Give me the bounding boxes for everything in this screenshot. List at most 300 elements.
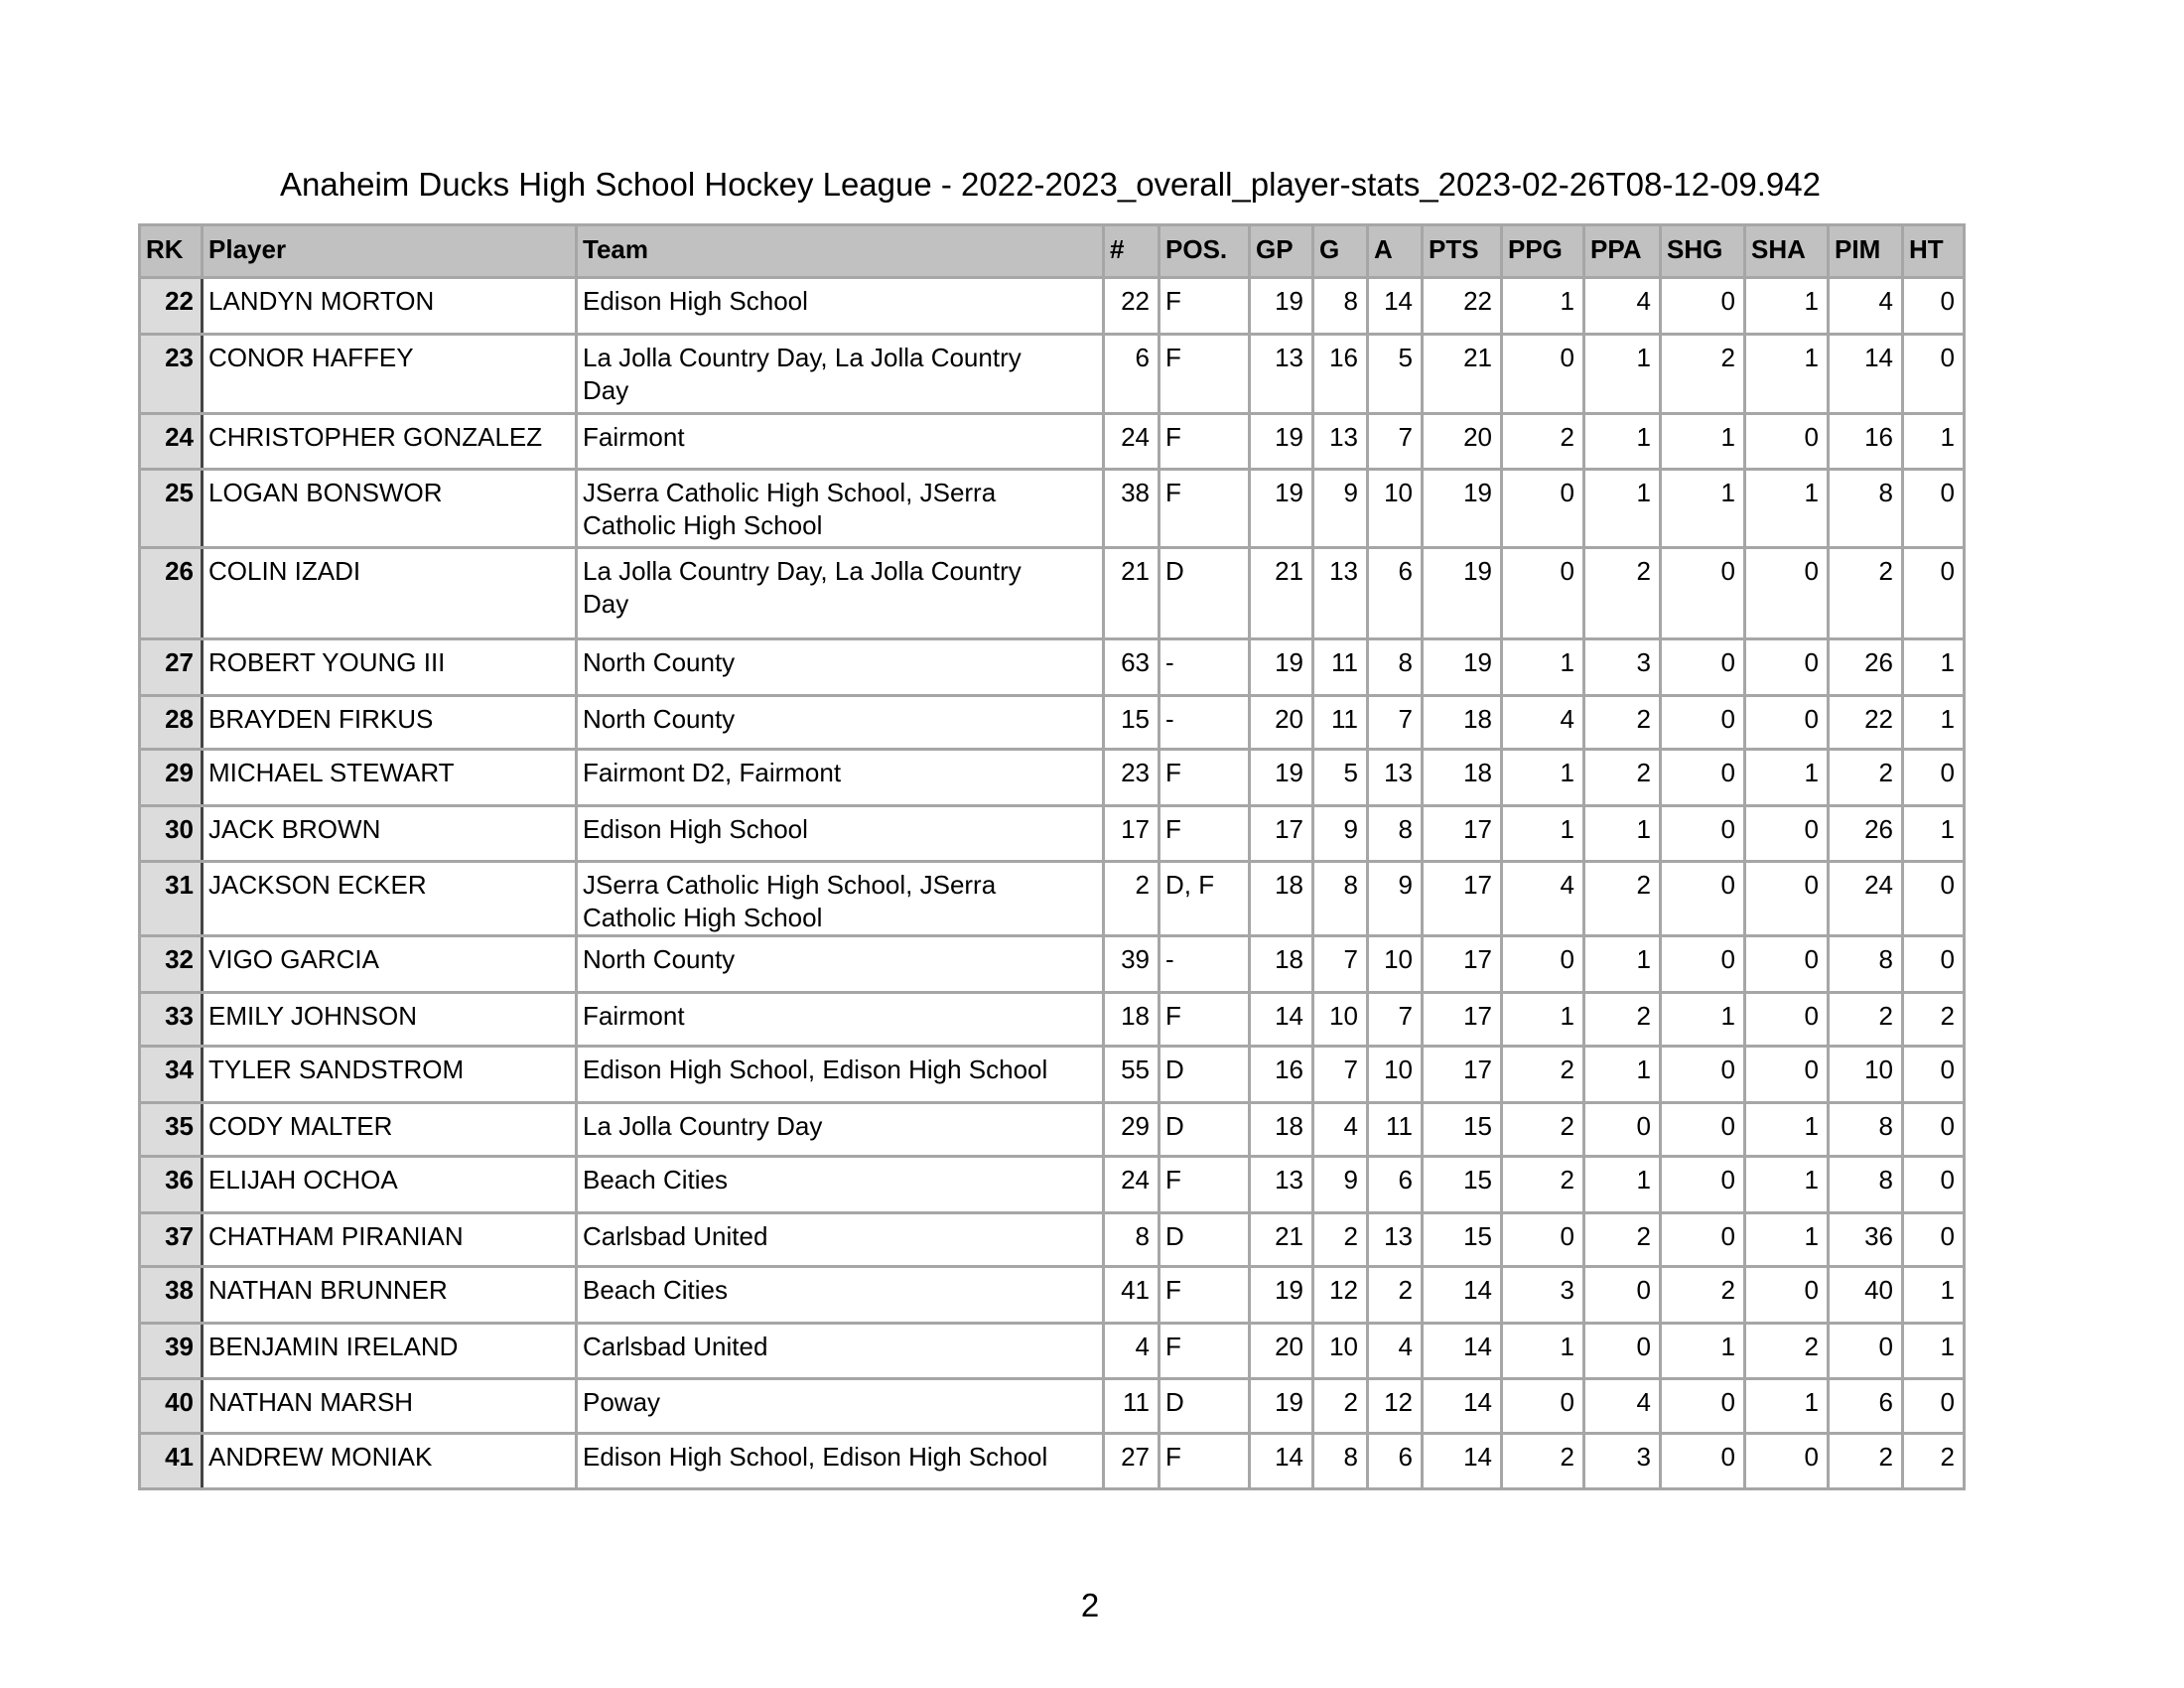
cell-gp: 18 bbox=[1250, 1103, 1313, 1157]
cell-team: Fairmont bbox=[577, 414, 1104, 470]
cell-shg: 0 bbox=[1661, 1379, 1745, 1434]
cell-a: 6 bbox=[1368, 548, 1423, 639]
cell-shg: 0 bbox=[1661, 1434, 1745, 1489]
cell-pos: D bbox=[1160, 1379, 1250, 1434]
cell-pts: 14 bbox=[1423, 1434, 1502, 1489]
cell-pim: 8 bbox=[1829, 1157, 1903, 1213]
cell-ppg: 1 bbox=[1502, 806, 1584, 862]
cell-shg: 0 bbox=[1661, 548, 1745, 639]
cell-team: Fairmont bbox=[577, 993, 1104, 1047]
cell-player: ANDREW MONIAK bbox=[203, 1434, 577, 1489]
cell-pos: - bbox=[1160, 936, 1250, 993]
cell-num: 8 bbox=[1104, 1213, 1160, 1267]
cell-shg: 0 bbox=[1661, 1103, 1745, 1157]
cell-a: 7 bbox=[1368, 696, 1423, 750]
cell-pts: 19 bbox=[1423, 639, 1502, 696]
cell-pts: 21 bbox=[1423, 335, 1502, 414]
cell-gp: 19 bbox=[1250, 750, 1313, 806]
table-row bbox=[140, 278, 1965, 335]
cell-pts: 17 bbox=[1423, 936, 1502, 993]
cell-pts: 15 bbox=[1423, 1213, 1502, 1267]
cell-shg: 0 bbox=[1661, 1047, 1745, 1103]
cell-sha: 0 bbox=[1745, 1267, 1829, 1324]
header-row bbox=[140, 225, 1965, 278]
cell-sha: 0 bbox=[1745, 862, 1829, 936]
cell-pos: F bbox=[1160, 1434, 1250, 1489]
cell-g: 8 bbox=[1313, 278, 1368, 335]
cell-team: Edison High School bbox=[577, 278, 1104, 335]
cell-ht: 0 bbox=[1903, 470, 1965, 548]
cell-ppg: 1 bbox=[1502, 750, 1584, 806]
cell-g: 16 bbox=[1313, 335, 1368, 414]
cell-ppg: 3 bbox=[1502, 1267, 1584, 1324]
cell-a: 4 bbox=[1368, 1324, 1423, 1379]
cell-a: 7 bbox=[1368, 993, 1423, 1047]
cell-team: Carlsbad United bbox=[577, 1324, 1104, 1379]
cell-player: NATHAN MARSH bbox=[203, 1379, 577, 1434]
table-row bbox=[140, 1103, 1965, 1157]
cell-ht: 0 bbox=[1903, 1213, 1965, 1267]
cell-player: MICHAEL STEWART bbox=[203, 750, 577, 806]
cell-ppa: 3 bbox=[1584, 639, 1661, 696]
cell-ht: 1 bbox=[1903, 414, 1965, 470]
cell-g: 8 bbox=[1313, 1434, 1368, 1489]
cell-a: 5 bbox=[1368, 335, 1423, 414]
cell-num: 21 bbox=[1104, 548, 1160, 639]
cell-rk: 38 bbox=[140, 1267, 203, 1324]
cell-pos: F bbox=[1160, 278, 1250, 335]
cell-shg: 1 bbox=[1661, 414, 1745, 470]
cell-pim: 14 bbox=[1829, 335, 1903, 414]
column-header-team: Team bbox=[577, 225, 1104, 278]
cell-ht: 0 bbox=[1903, 750, 1965, 806]
cell-g: 4 bbox=[1313, 1103, 1368, 1157]
column-header-ppa: PPA bbox=[1584, 225, 1661, 278]
cell-shg: 0 bbox=[1661, 639, 1745, 696]
table-header bbox=[140, 225, 1965, 278]
cell-rk: 24 bbox=[140, 414, 203, 470]
cell-pim: 10 bbox=[1829, 1047, 1903, 1103]
column-header-player: Player bbox=[203, 225, 577, 278]
table-row bbox=[140, 1434, 1965, 1489]
cell-player: BRAYDEN FIRKUS bbox=[203, 696, 577, 750]
cell-team: Edison High School, Edison High School bbox=[577, 1434, 1104, 1489]
cell-a: 6 bbox=[1368, 1434, 1423, 1489]
cell-player: CODY MALTER bbox=[203, 1103, 577, 1157]
cell-num: 29 bbox=[1104, 1103, 1160, 1157]
cell-a: 12 bbox=[1368, 1379, 1423, 1434]
cell-sha: 1 bbox=[1745, 750, 1829, 806]
cell-pim: 26 bbox=[1829, 806, 1903, 862]
table-row bbox=[140, 806, 1965, 862]
cell-pos: F bbox=[1160, 1324, 1250, 1379]
cell-shg: 2 bbox=[1661, 335, 1745, 414]
cell-g: 2 bbox=[1313, 1379, 1368, 1434]
cell-gp: 18 bbox=[1250, 862, 1313, 936]
cell-player: VIGO GARCIA bbox=[203, 936, 577, 993]
cell-ppa: 2 bbox=[1584, 862, 1661, 936]
cell-pos: F bbox=[1160, 806, 1250, 862]
cell-pts: 14 bbox=[1423, 1379, 1502, 1434]
table-row bbox=[140, 1379, 1965, 1434]
cell-num: 39 bbox=[1104, 936, 1160, 993]
cell-a: 10 bbox=[1368, 470, 1423, 548]
cell-pos: D bbox=[1160, 1213, 1250, 1267]
cell-ppa: 0 bbox=[1584, 1267, 1661, 1324]
cell-ht: 0 bbox=[1903, 335, 1965, 414]
cell-pos: D bbox=[1160, 1103, 1250, 1157]
cell-ppg: 0 bbox=[1502, 335, 1584, 414]
cell-ht: 2 bbox=[1903, 993, 1965, 1047]
cell-pts: 17 bbox=[1423, 862, 1502, 936]
column-header-ht: HT bbox=[1903, 225, 1965, 278]
cell-pim: 6 bbox=[1829, 1379, 1903, 1434]
cell-team: Carlsbad United bbox=[577, 1213, 1104, 1267]
cell-sha: 1 bbox=[1745, 278, 1829, 335]
cell-ht: 0 bbox=[1903, 1103, 1965, 1157]
cell-rk: 23 bbox=[140, 335, 203, 414]
cell-ht: 1 bbox=[1903, 639, 1965, 696]
cell-a: 7 bbox=[1368, 414, 1423, 470]
cell-a: 11 bbox=[1368, 1103, 1423, 1157]
cell-player: CHATHAM PIRANIAN bbox=[203, 1213, 577, 1267]
cell-pim: 2 bbox=[1829, 548, 1903, 639]
cell-pts: 17 bbox=[1423, 993, 1502, 1047]
cell-rk: 36 bbox=[140, 1157, 203, 1213]
table-row bbox=[140, 1324, 1965, 1379]
cell-ppa: 2 bbox=[1584, 993, 1661, 1047]
cell-a: 10 bbox=[1368, 1047, 1423, 1103]
table-row bbox=[140, 993, 1965, 1047]
cell-gp: 14 bbox=[1250, 993, 1313, 1047]
column-header-sha: SHA bbox=[1745, 225, 1829, 278]
cell-pim: 2 bbox=[1829, 993, 1903, 1047]
cell-ppg: 4 bbox=[1502, 696, 1584, 750]
cell-pts: 22 bbox=[1423, 278, 1502, 335]
cell-pts: 14 bbox=[1423, 1267, 1502, 1324]
cell-g: 13 bbox=[1313, 548, 1368, 639]
cell-num: 23 bbox=[1104, 750, 1160, 806]
cell-rk: 25 bbox=[140, 470, 203, 548]
cell-shg: 0 bbox=[1661, 278, 1745, 335]
cell-ppa: 1 bbox=[1584, 470, 1661, 548]
cell-ppa: 2 bbox=[1584, 548, 1661, 639]
cell-sha: 1 bbox=[1745, 1213, 1829, 1267]
cell-pim: 40 bbox=[1829, 1267, 1903, 1324]
cell-pim: 8 bbox=[1829, 936, 1903, 993]
cell-pts: 14 bbox=[1423, 1324, 1502, 1379]
cell-g: 7 bbox=[1313, 1047, 1368, 1103]
cell-rk: 31 bbox=[140, 862, 203, 936]
cell-shg: 0 bbox=[1661, 696, 1745, 750]
cell-num: 24 bbox=[1104, 1157, 1160, 1213]
cell-shg: 0 bbox=[1661, 806, 1745, 862]
cell-team: Edison High School, Edison High School bbox=[577, 1047, 1104, 1103]
cell-g: 7 bbox=[1313, 936, 1368, 993]
cell-pim: 2 bbox=[1829, 750, 1903, 806]
cell-player: CHRISTOPHER GONZALEZ bbox=[203, 414, 577, 470]
cell-gp: 18 bbox=[1250, 936, 1313, 993]
cell-shg: 0 bbox=[1661, 750, 1745, 806]
cell-shg: 1 bbox=[1661, 993, 1745, 1047]
cell-ppg: 2 bbox=[1502, 414, 1584, 470]
cell-num: 38 bbox=[1104, 470, 1160, 548]
cell-sha: 0 bbox=[1745, 806, 1829, 862]
cell-pos: F bbox=[1160, 1267, 1250, 1324]
cell-shg: 1 bbox=[1661, 1324, 1745, 1379]
cell-ppa: 2 bbox=[1584, 696, 1661, 750]
cell-rk: 34 bbox=[140, 1047, 203, 1103]
cell-player: ELIJAH OCHOA bbox=[203, 1157, 577, 1213]
cell-team: Poway bbox=[577, 1379, 1104, 1434]
cell-g: 10 bbox=[1313, 993, 1368, 1047]
cell-rk: 28 bbox=[140, 696, 203, 750]
cell-ppg: 2 bbox=[1502, 1434, 1584, 1489]
page-number: 2 bbox=[1080, 1587, 1100, 1623]
cell-sha: 0 bbox=[1745, 548, 1829, 639]
cell-player: LOGAN BONSWOR bbox=[203, 470, 577, 548]
cell-sha: 0 bbox=[1745, 1434, 1829, 1489]
cell-pim: 24 bbox=[1829, 862, 1903, 936]
cell-shg: 0 bbox=[1661, 862, 1745, 936]
cell-g: 5 bbox=[1313, 750, 1368, 806]
cell-team: JSerra Catholic High School, JSerra Catholic High School bbox=[577, 862, 1104, 936]
cell-pts: 15 bbox=[1423, 1103, 1502, 1157]
cell-pim: 26 bbox=[1829, 639, 1903, 696]
cell-ppa: 0 bbox=[1584, 1103, 1661, 1157]
table-row bbox=[140, 696, 1965, 750]
cell-team: La Jolla Country Day, La Jolla Country Day bbox=[577, 335, 1104, 414]
table-body bbox=[140, 278, 1965, 1489]
cell-pts: 19 bbox=[1423, 548, 1502, 639]
cell-ppa: 3 bbox=[1584, 1434, 1661, 1489]
column-header-gp: GP bbox=[1250, 225, 1313, 278]
cell-ppa: 1 bbox=[1584, 1047, 1661, 1103]
cell-sha: 1 bbox=[1745, 1379, 1829, 1434]
cell-gp: 19 bbox=[1250, 278, 1313, 335]
cell-ppa: 1 bbox=[1584, 414, 1661, 470]
cell-num: 4 bbox=[1104, 1324, 1160, 1379]
cell-player: LANDYN MORTON bbox=[203, 278, 577, 335]
cell-sha: 1 bbox=[1745, 335, 1829, 414]
table-row bbox=[140, 862, 1965, 936]
cell-pos: D bbox=[1160, 1047, 1250, 1103]
cell-pim: 16 bbox=[1829, 414, 1903, 470]
cell-rk: 40 bbox=[140, 1379, 203, 1434]
cell-team: JSerra Catholic High School, JSerra Catholic High School bbox=[577, 470, 1104, 548]
cell-gp: 20 bbox=[1250, 696, 1313, 750]
cell-sha: 1 bbox=[1745, 470, 1829, 548]
cell-num: 41 bbox=[1104, 1267, 1160, 1324]
cell-sha: 0 bbox=[1745, 639, 1829, 696]
cell-a: 10 bbox=[1368, 936, 1423, 993]
cell-sha: 0 bbox=[1745, 1047, 1829, 1103]
cell-rk: 27 bbox=[140, 639, 203, 696]
cell-num: 11 bbox=[1104, 1379, 1160, 1434]
cell-ppa: 0 bbox=[1584, 1324, 1661, 1379]
cell-gp: 19 bbox=[1250, 1379, 1313, 1434]
cell-player: BENJAMIN IRELAND bbox=[203, 1324, 577, 1379]
cell-sha: 0 bbox=[1745, 936, 1829, 993]
cell-pos: D bbox=[1160, 548, 1250, 639]
cell-sha: 1 bbox=[1745, 1103, 1829, 1157]
cell-num: 63 bbox=[1104, 639, 1160, 696]
cell-gp: 13 bbox=[1250, 335, 1313, 414]
cell-pim: 8 bbox=[1829, 1103, 1903, 1157]
cell-gp: 17 bbox=[1250, 806, 1313, 862]
table-row bbox=[140, 1157, 1965, 1213]
column-header-pim: PIM bbox=[1829, 225, 1903, 278]
cell-ppa: 1 bbox=[1584, 936, 1661, 993]
cell-ppg: 0 bbox=[1502, 1213, 1584, 1267]
cell-ppg: 0 bbox=[1502, 470, 1584, 548]
cell-a: 8 bbox=[1368, 806, 1423, 862]
cell-rk: 30 bbox=[140, 806, 203, 862]
column-header-g: G bbox=[1313, 225, 1368, 278]
cell-rk: 37 bbox=[140, 1213, 203, 1267]
cell-pts: 19 bbox=[1423, 470, 1502, 548]
document-title: Anaheim Ducks High School Hockey League - 2022-2023_overall_player-stats_2023-02-26T08-12-09.942 bbox=[280, 166, 1821, 203]
cell-team: Fairmont D2, Fairmont bbox=[577, 750, 1104, 806]
column-header-shg: SHG bbox=[1661, 225, 1745, 278]
cell-ht: 0 bbox=[1903, 936, 1965, 993]
cell-a: 2 bbox=[1368, 1267, 1423, 1324]
cell-ppg: 1 bbox=[1502, 278, 1584, 335]
cell-player: TYLER SANDSTROM bbox=[203, 1047, 577, 1103]
cell-team: North County bbox=[577, 639, 1104, 696]
cell-ht: 1 bbox=[1903, 1324, 1965, 1379]
cell-ppg: 1 bbox=[1502, 1324, 1584, 1379]
column-header-pts: PTS bbox=[1423, 225, 1502, 278]
cell-ht: 0 bbox=[1903, 1379, 1965, 1434]
cell-team: Edison High School bbox=[577, 806, 1104, 862]
cell-ht: 2 bbox=[1903, 1434, 1965, 1489]
cell-rk: 35 bbox=[140, 1103, 203, 1157]
cell-pim: 4 bbox=[1829, 278, 1903, 335]
cell-shg: 2 bbox=[1661, 1267, 1745, 1324]
cell-sha: 1 bbox=[1745, 1157, 1829, 1213]
table-row bbox=[140, 936, 1965, 993]
cell-a: 6 bbox=[1368, 1157, 1423, 1213]
column-header-rk: RK bbox=[140, 225, 203, 278]
cell-gp: 19 bbox=[1250, 639, 1313, 696]
table-row bbox=[140, 335, 1965, 414]
cell-rk: 39 bbox=[140, 1324, 203, 1379]
cell-ht: 0 bbox=[1903, 1157, 1965, 1213]
cell-sha: 0 bbox=[1745, 696, 1829, 750]
cell-g: 9 bbox=[1313, 806, 1368, 862]
cell-ht: 0 bbox=[1903, 1047, 1965, 1103]
cell-player: CONOR HAFFEY bbox=[203, 335, 577, 414]
column-header-pos: POS. bbox=[1160, 225, 1250, 278]
cell-num: 15 bbox=[1104, 696, 1160, 750]
cell-a: 13 bbox=[1368, 750, 1423, 806]
table-row bbox=[140, 639, 1965, 696]
cell-team: La Jolla Country Day bbox=[577, 1103, 1104, 1157]
cell-pim: 8 bbox=[1829, 470, 1903, 548]
cell-gp: 20 bbox=[1250, 1324, 1313, 1379]
cell-pim: 36 bbox=[1829, 1213, 1903, 1267]
cell-sha: 0 bbox=[1745, 414, 1829, 470]
cell-team: North County bbox=[577, 696, 1104, 750]
cell-ppa: 4 bbox=[1584, 278, 1661, 335]
cell-ppg: 0 bbox=[1502, 548, 1584, 639]
cell-rk: 33 bbox=[140, 993, 203, 1047]
cell-num: 27 bbox=[1104, 1434, 1160, 1489]
cell-player: EMILY JOHNSON bbox=[203, 993, 577, 1047]
cell-pim: 22 bbox=[1829, 696, 1903, 750]
cell-pts: 18 bbox=[1423, 750, 1502, 806]
cell-a: 14 bbox=[1368, 278, 1423, 335]
cell-ppg: 4 bbox=[1502, 862, 1584, 936]
cell-gp: 21 bbox=[1250, 548, 1313, 639]
cell-player: ROBERT YOUNG III bbox=[203, 639, 577, 696]
cell-ppa: 2 bbox=[1584, 1213, 1661, 1267]
cell-pim: 2 bbox=[1829, 1434, 1903, 1489]
cell-g: 11 bbox=[1313, 696, 1368, 750]
cell-rk: 32 bbox=[140, 936, 203, 993]
cell-pos: D, F bbox=[1160, 862, 1250, 936]
cell-pos: F bbox=[1160, 1157, 1250, 1213]
cell-g: 9 bbox=[1313, 1157, 1368, 1213]
cell-num: 24 bbox=[1104, 414, 1160, 470]
cell-num: 22 bbox=[1104, 278, 1160, 335]
table-row bbox=[140, 470, 1965, 548]
cell-pos: - bbox=[1160, 696, 1250, 750]
cell-ht: 1 bbox=[1903, 806, 1965, 862]
cell-pos: F bbox=[1160, 750, 1250, 806]
cell-ppg: 0 bbox=[1502, 936, 1584, 993]
table-row bbox=[140, 548, 1965, 639]
cell-ht: 1 bbox=[1903, 696, 1965, 750]
cell-pos: F bbox=[1160, 993, 1250, 1047]
cell-pos: F bbox=[1160, 470, 1250, 548]
cell-team: La Jolla Country Day, La Jolla Country Day bbox=[577, 548, 1104, 639]
cell-sha: 0 bbox=[1745, 993, 1829, 1047]
cell-shg: 0 bbox=[1661, 1213, 1745, 1267]
cell-gp: 19 bbox=[1250, 1267, 1313, 1324]
cell-pim: 0 bbox=[1829, 1324, 1903, 1379]
cell-gp: 19 bbox=[1250, 414, 1313, 470]
column-header-a: A bbox=[1368, 225, 1423, 278]
cell-gp: 14 bbox=[1250, 1434, 1313, 1489]
cell-num: 55 bbox=[1104, 1047, 1160, 1103]
cell-team: North County bbox=[577, 936, 1104, 993]
cell-num: 2 bbox=[1104, 862, 1160, 936]
cell-num: 18 bbox=[1104, 993, 1160, 1047]
cell-rk: 26 bbox=[140, 548, 203, 639]
cell-num: 17 bbox=[1104, 806, 1160, 862]
cell-num: 6 bbox=[1104, 335, 1160, 414]
cell-g: 13 bbox=[1313, 414, 1368, 470]
cell-rk: 22 bbox=[140, 278, 203, 335]
cell-g: 12 bbox=[1313, 1267, 1368, 1324]
cell-g: 11 bbox=[1313, 639, 1368, 696]
cell-shg: 0 bbox=[1661, 936, 1745, 993]
cell-ppg: 1 bbox=[1502, 993, 1584, 1047]
cell-ppa: 1 bbox=[1584, 1157, 1661, 1213]
table-row bbox=[140, 1213, 1965, 1267]
table-row bbox=[140, 750, 1965, 806]
cell-gp: 19 bbox=[1250, 470, 1313, 548]
cell-rk: 41 bbox=[140, 1434, 203, 1489]
cell-g: 2 bbox=[1313, 1213, 1368, 1267]
cell-pos: - bbox=[1160, 639, 1250, 696]
cell-gp: 21 bbox=[1250, 1213, 1313, 1267]
cell-g: 8 bbox=[1313, 862, 1368, 936]
player-stats-table bbox=[138, 223, 1966, 1490]
cell-shg: 1 bbox=[1661, 470, 1745, 548]
